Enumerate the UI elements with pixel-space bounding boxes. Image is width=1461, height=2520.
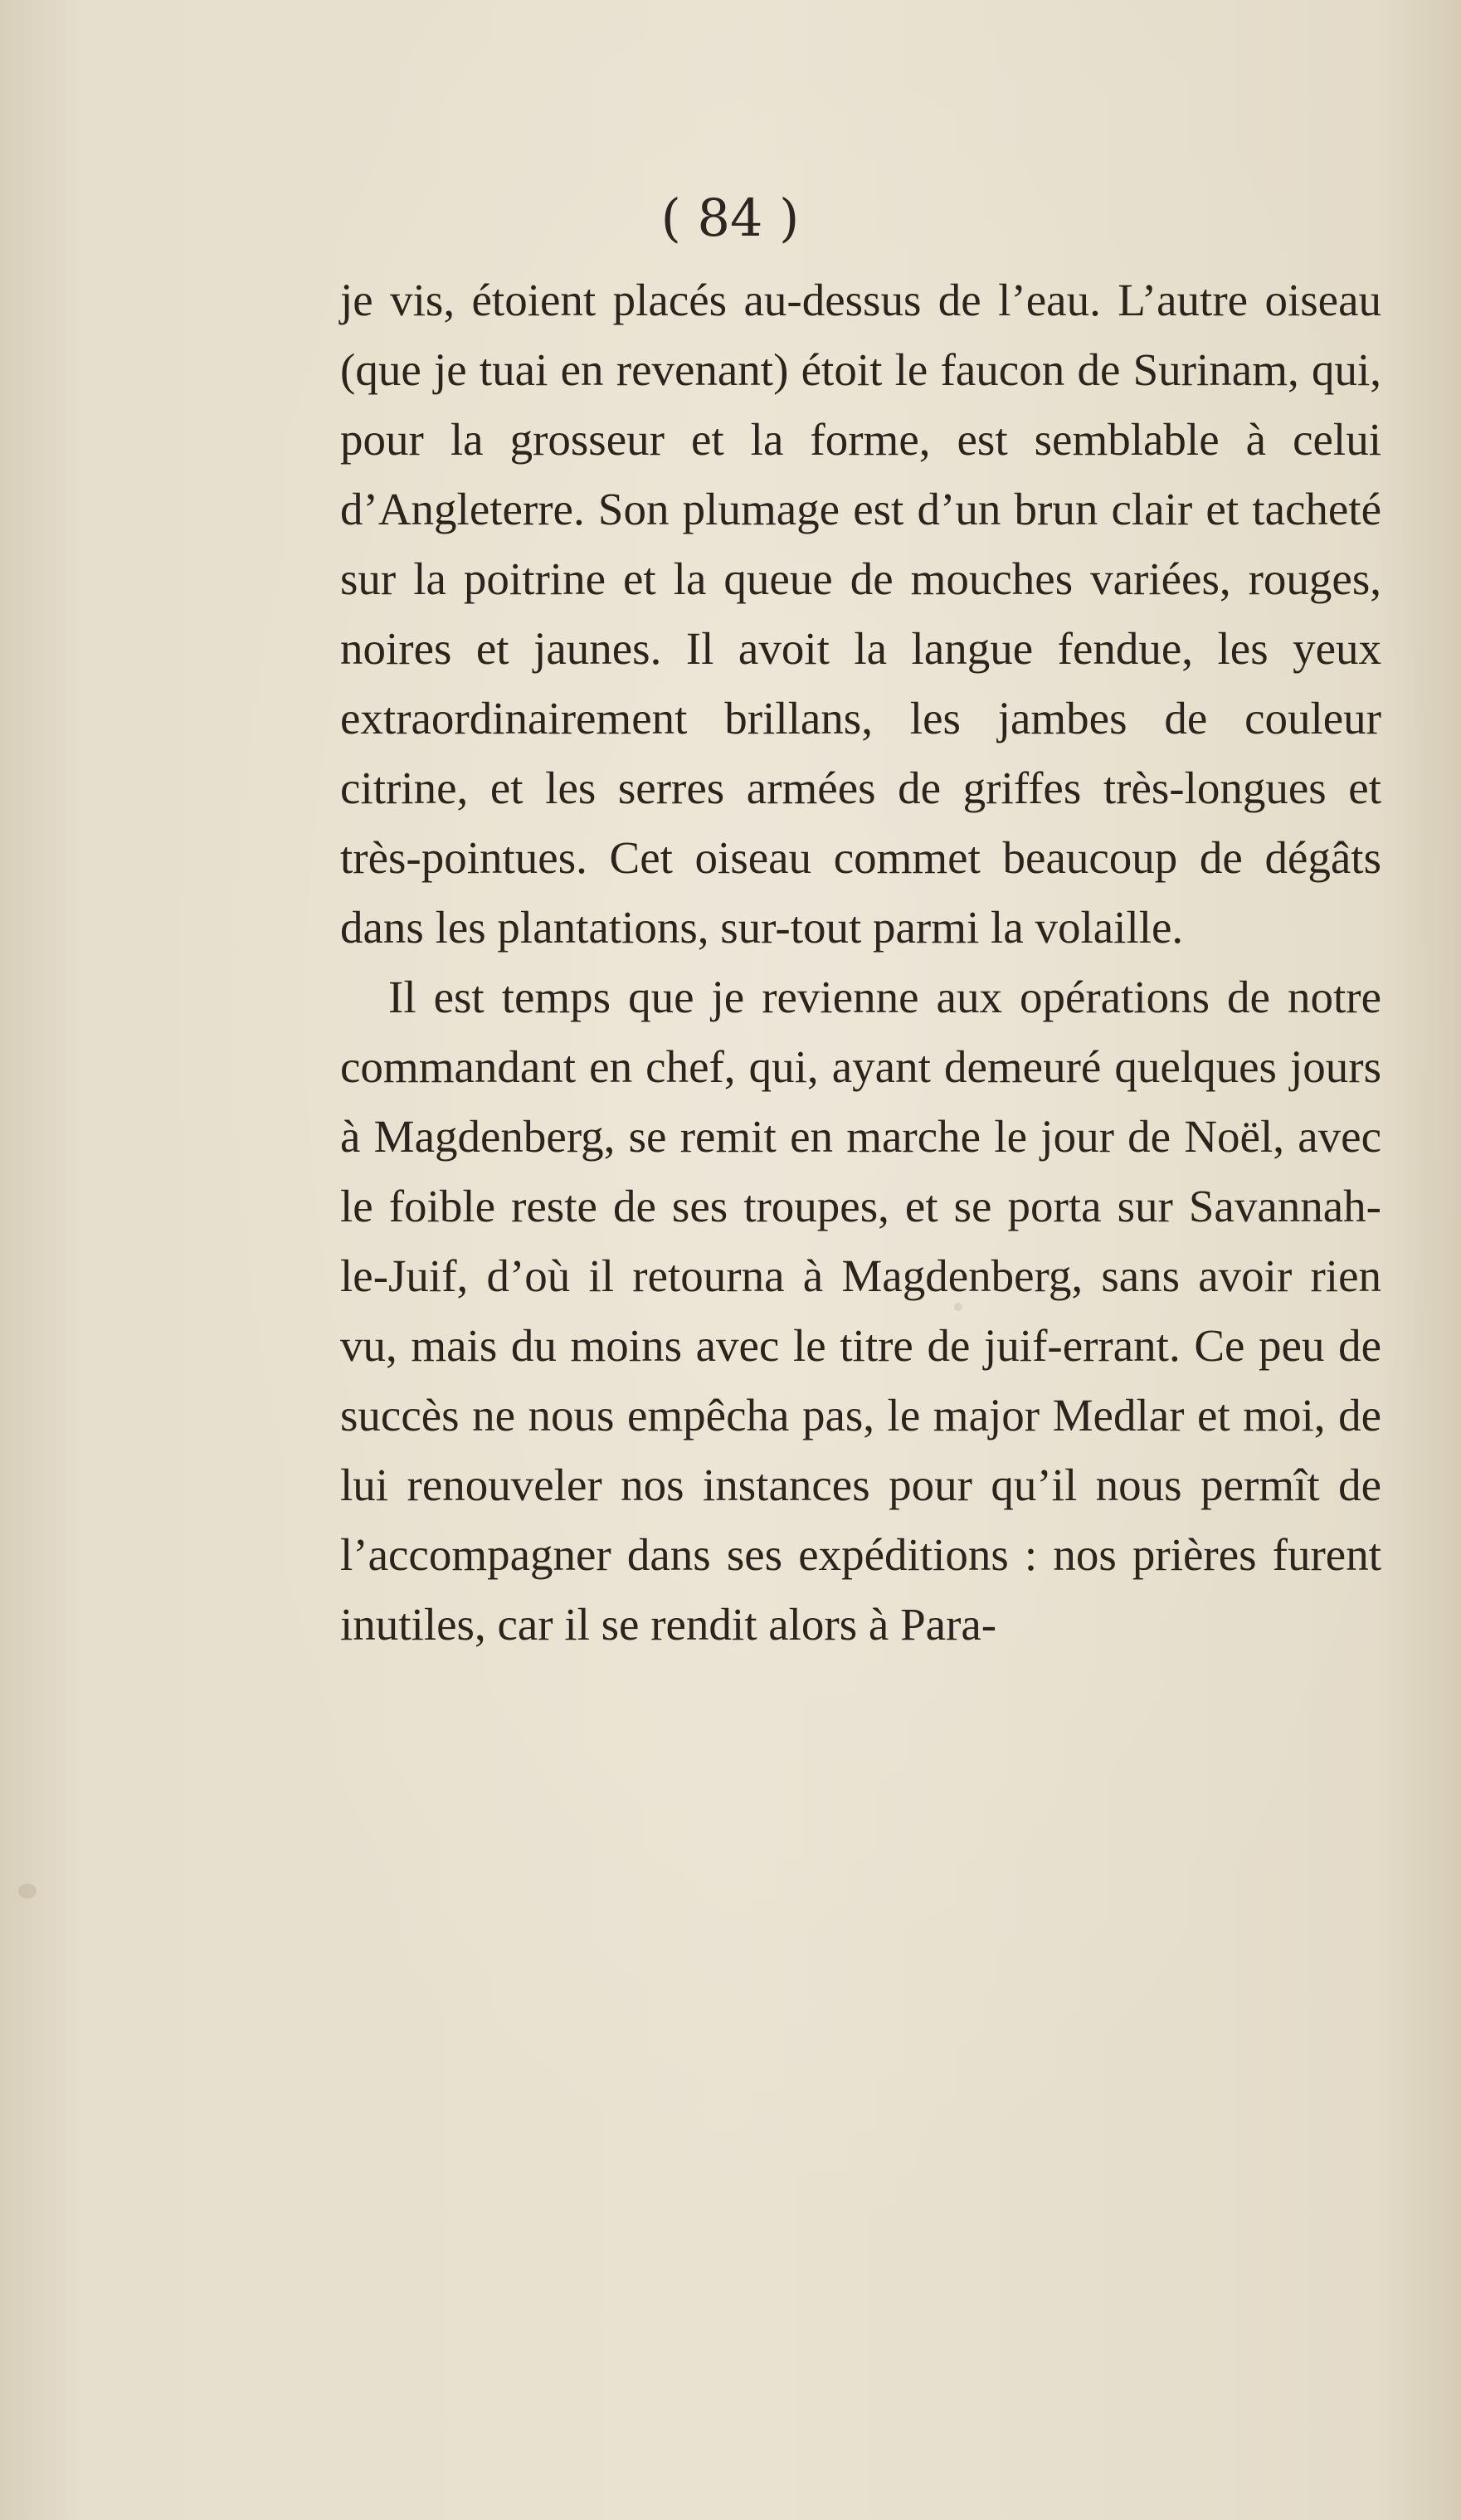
paragraph-1: je vis, étoient placés au-dessus de l’eau. L’autre oiseau (que je tuai en revenant) étoit le faucon de Surinam, qui, pour la grosseur et la forme, est semblable à celui d’Angleterre. Son plumage est d’un brun clair et tacheté sur la poitrine et la queue de mouches variées, rouges, noires et jaunes. Il avoit la langue fendue, les yeux extraordinairement brillans, les jambes de couleur citrine, et les serres armées de griffes très-longues et très-pointues. Cet oiseau commet beaucoup de dégâts dans les plantations, sur-tout parmi la volaille. xyxy=(340,275,1381,953)
page-number: ( 84 ) xyxy=(660,188,800,248)
paper-stain xyxy=(18,1884,37,1899)
body-text xyxy=(340,266,1381,1660)
paragraph-2: Il est temps que je revienne aux opérations de notre commandant en chef, qui, ayant demeuré quelques jours à Magdenberg, se remit en marche le jour de Noël, avec le foible reste de ses troupes, et se porta sur Savannah-le-Juif, d’où il retourna à Magdenberg, sans avoir rien vu, mais du moins avec le titre de juif-errant. Ce peu de succès ne nous empêcha pas, le major Medlar et moi, de lui renouveler nos instances pour qu’il nous permît de l’accompagner dans ses expéditions : nos prières furent inutiles, car il se rendit alors à Para- xyxy=(340,972,1381,1650)
